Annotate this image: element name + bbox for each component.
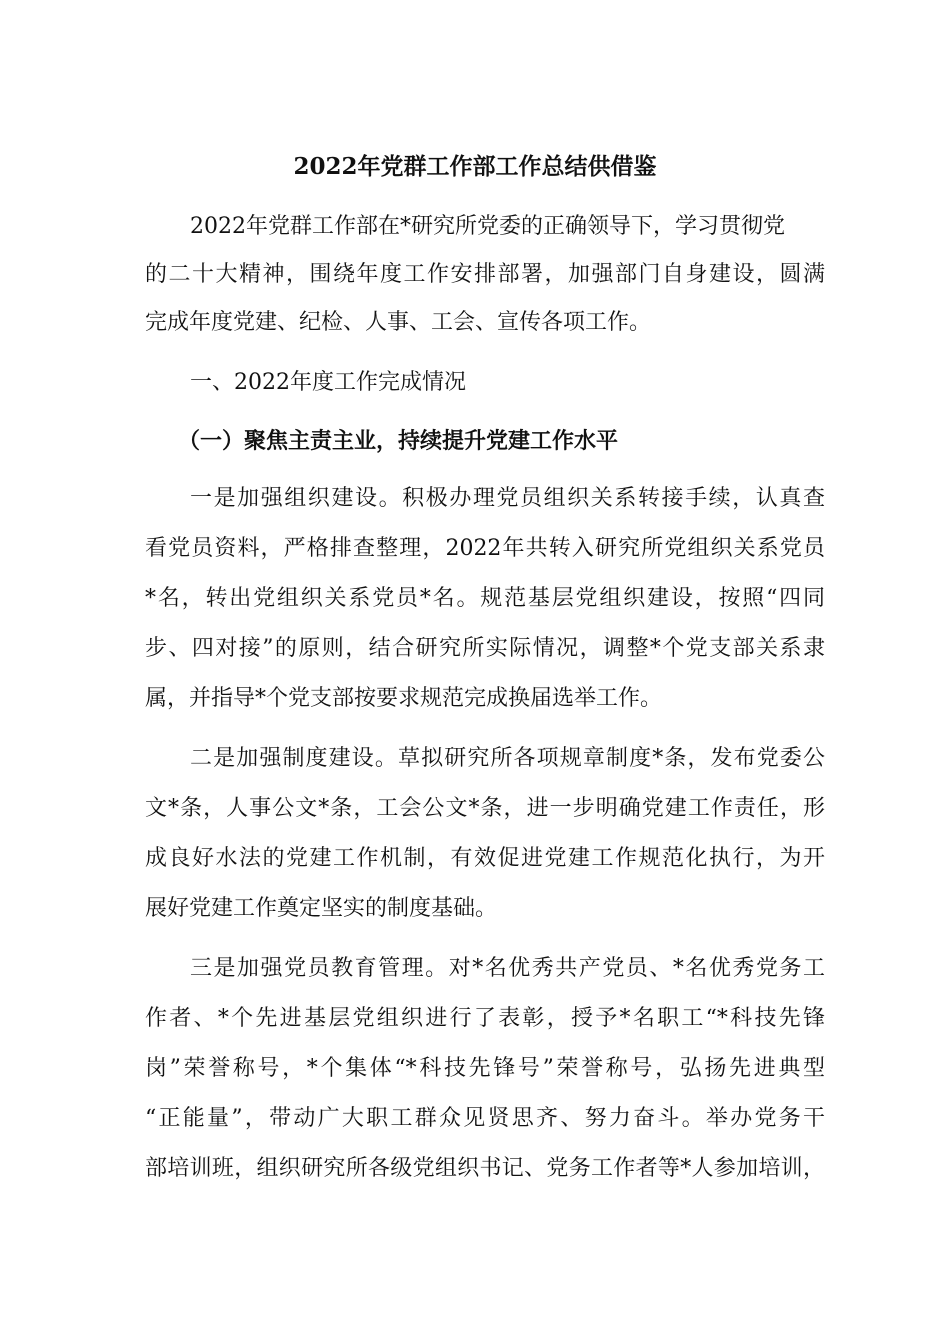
intro-line-2: 的二十大精神，围绕年度工作安排部署，加强部门自身建设，圆满 [145, 262, 825, 287]
intro-line-3: 完成年度党建、纪检、人事、工会、宣传各项工作。 [145, 310, 652, 335]
paragraph2-line-3: 成良好水法的党建工作机制，有效促进党建工作规范化执行，为开 [145, 846, 825, 871]
document-title: 2022年党群工作部工作总结供借鉴 [293, 153, 657, 180]
paragraph2-line-1: 二是加强制度建设。草拟研究所各项规章制度*条，发布党委公 [190, 746, 825, 771]
paragraph2-line-4: 展好党建工作奠定坚实的制度基础。 [145, 896, 498, 921]
paragraph1-line-1: 一是加强组织建设。积极办理党员组织关系转接手续，认真查 [190, 486, 825, 511]
section-heading-1: 一、2022年度工作完成情况 [190, 370, 466, 395]
paragraph1-line-2: 看党员资料，严格排查整理，2022年共转入研究所党组织关系党员 [145, 536, 825, 561]
paragraph1-line-3: *名，转出党组织关系党员*名。规范基层党组织建设，按照“四同 [145, 586, 825, 611]
subsection-heading-1: （一）聚焦主责主业，持续提升党建工作水平 [178, 428, 619, 454]
paragraph1-line-5: 属，并指导*个党支部按要求规范完成换届选举工作。 [145, 686, 663, 711]
paragraph2-line-2: 文*条，人事公文*条，工会公文*条，进一步明确党建工作责任，形 [145, 796, 825, 821]
paragraph1-line-4: 步、四对接”的原则，结合研究所实际情况，调整*个党支部关系隶 [145, 636, 825, 661]
paragraph3-line-1: 三是加强党员教育管理。对*名优秀共产党员、*名优秀党务工 [190, 956, 825, 981]
paragraph3-line-3: 岗”荣誉称号，*个集体“*科技先锋号”荣誉称号，弘扬先进典型 [145, 1056, 825, 1081]
paragraph3-line-4: “正能量”，带动广大职工群众见贤思齐、努力奋斗。举办党务干 [145, 1106, 825, 1131]
paragraph3-line-5: 部培训班，组织研究所各级党组织书记、党务工作者等*人参加培训， [145, 1156, 825, 1181]
intro-line-1: 2022年党群工作部在*研究所党委的正确领导下，学习贯彻党 [190, 214, 785, 239]
paragraph3-line-2: 作者、*个先进基层党组织进行了表彰，授予*名职工“*科技先锋 [145, 1006, 825, 1031]
